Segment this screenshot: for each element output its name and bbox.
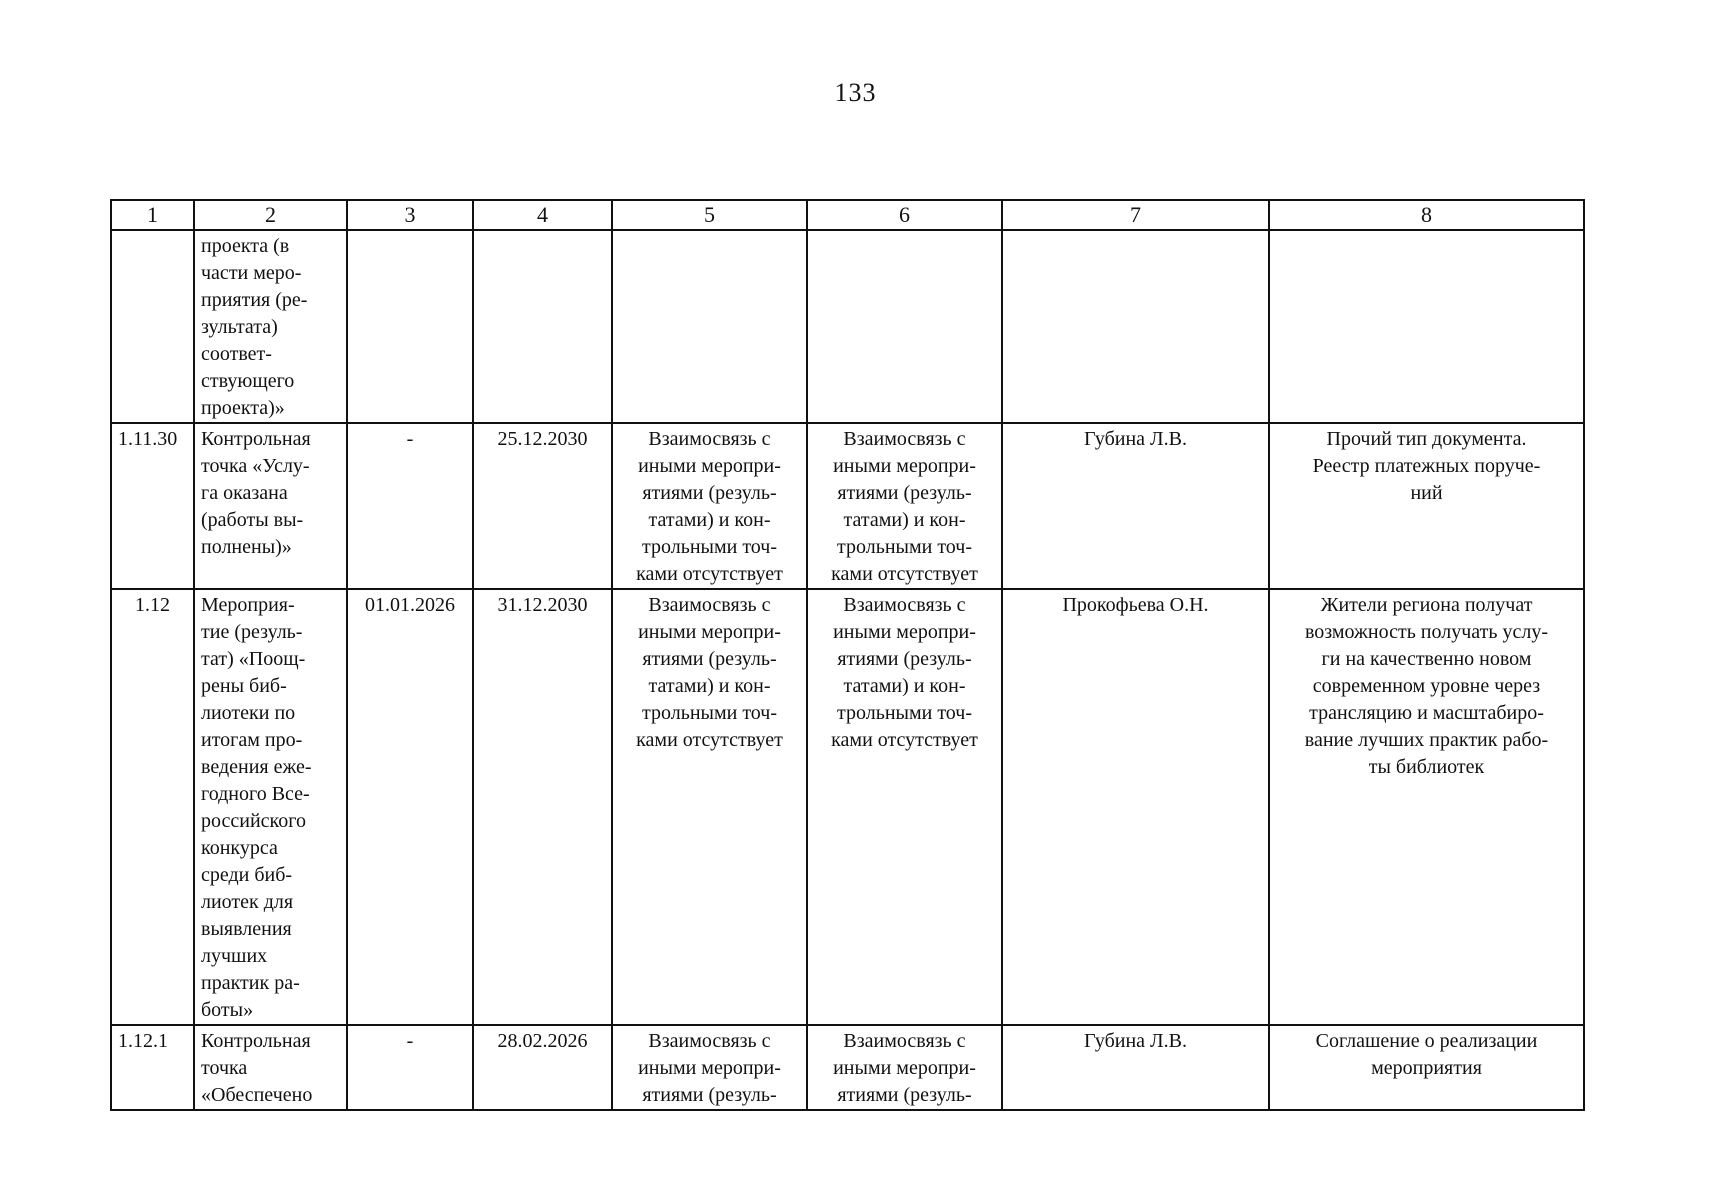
column-header-6: 6 [807,200,1002,230]
result-description-cell [1269,589,1584,1025]
cell-text-line: ги на качественно новом [1321,648,1532,670]
cell-text-line: трансляцию и масштабиро- [1309,702,1544,724]
start-date-cell: - [347,1025,473,1110]
responsible-cell: Губина Л.В. [1002,423,1269,589]
cell-text-line: иными меропри- [638,621,781,643]
cell-text-line: иными меропри- [638,1057,781,1079]
predecessor-relation-cell [612,589,807,1025]
cell-text-line: точка [201,1057,248,1079]
cell-text-line: боты» [201,999,254,1021]
column-header-2: 2 [194,200,347,230]
result-description-cell [1269,1025,1584,1110]
cell-text-line: российского [201,810,306,832]
end-date-cell: 31.12.2030 [473,589,612,1025]
cell-text-line: иными меропри- [638,455,781,477]
cell-text-line: ятиями (резуль- [837,648,972,670]
cell-text-line: зультата) [201,316,278,338]
predecessor-relation-cell [612,1025,807,1110]
successor-relation-cell [807,589,1002,1025]
responsible-cell: Прокофьева О.Н. [1002,589,1269,1025]
cell-text-line: ками отсутствует [831,729,978,751]
cell-text-line: точка «Услу- [201,455,310,477]
name-cell [194,589,347,1025]
cell-text-line: соответ- [201,343,272,365]
cell-text-line: выявления [201,918,292,940]
cell-text-line: татами) и кон- [648,509,771,531]
cell-text-line: ты библиотек [1368,756,1485,778]
result-description-cell [1269,423,1584,589]
cell-text-line: Реестр платежных поруче- [1312,455,1541,477]
cell-text-line: приятия (ре- [201,289,308,311]
cell-text-line: Контрольная [201,1030,311,1052]
page-number: 133 [834,78,877,107]
column-header-8: 8 [1269,200,1584,230]
result-description-cell [1269,230,1584,423]
cell-text-line: Взаимосвязь с [843,1030,966,1052]
table-row [111,423,1584,589]
cell-text-line: Соглашение о реализации [1315,1030,1538,1052]
cell-text-line: трольными точ- [837,702,972,724]
cell-text-line: возможность получать услу- [1304,621,1549,643]
cell-text-line: ятиями (резуль- [642,648,777,670]
cell-text-line: вание лучших практик рабо- [1304,729,1549,751]
row-number-cell [111,230,194,423]
cell-text-line: трольными точ- [642,702,777,724]
cell-text-line: ний [1410,482,1443,504]
cell-text-line: иными меропри- [833,1057,976,1079]
row-number-cell: 1.12 [111,589,194,1025]
name-cell [194,1025,347,1110]
cell-text-line: татами) и кон- [843,675,966,697]
start-date-cell: 01.01.2026 [347,589,473,1025]
cell-text-line: конкурса [201,837,278,859]
cell-text-line: Прочий тип документа. [1326,428,1527,450]
cell-text-line: ятиями (резуль- [642,1084,777,1106]
predecessor-relation-cell [612,423,807,589]
cell-text-line: практик ра- [201,972,300,994]
cell-text-line: тие (резуль- [201,621,303,643]
cell-text-line: проекта)» [201,397,285,419]
cell-text-line: ведения еже- [201,756,312,778]
cell-text-line: Контрольная [201,428,311,450]
cell-text-line: Жители региона получат [1320,594,1533,616]
cell-text-line: га оказана [201,482,288,504]
cell-text-line: Взаимосвязь с [843,428,966,450]
cell-text-line: трольными точ- [837,536,972,558]
successor-relation-cell [807,423,1002,589]
cell-text-line: Взаимосвязь с [843,594,966,616]
cell-text-line: мероприятия [1371,1057,1482,1079]
cell-text-line: лиотек для [201,891,294,913]
activities-table [110,199,1585,1111]
cell-text-line: рены биб- [201,675,287,697]
cell-text-line: части меро- [201,262,302,284]
successor-relation-cell [807,1025,1002,1110]
cell-text-line: ками отсутствует [636,729,783,751]
cell-text-line: Мероприя- [201,594,295,616]
end-date-cell: 28.02.2026 [473,1025,612,1110]
table-row [111,589,1584,1025]
column-header-4: 4 [473,200,612,230]
cell-text-line: современном уровне через [1312,675,1541,697]
cell-text-line: ятиями (резуль- [642,482,777,504]
cell-text-line: ятиями (резуль- [837,482,972,504]
name-cell [194,423,347,589]
column-header-3: 3 [347,200,473,230]
predecessor-relation-cell [612,230,807,423]
cell-text-line: итогам про- [201,729,303,751]
row-number-cell: 1.12.1 [111,1025,194,1110]
cell-text-line: проекта (в [201,235,290,257]
cell-text-line: (работы вы- [201,509,304,531]
responsible-cell [1002,230,1269,423]
cell-text-line: Взаимосвязь с [648,1030,771,1052]
cell-text-line: среди биб- [201,864,293,886]
cell-text-line: Взаимосвязь с [648,428,771,450]
cell-text-line: лучших [201,945,268,967]
table-row [111,230,1584,423]
cell-text-line: ками отсутствует [831,563,978,585]
cell-text-line: иными меропри- [833,455,976,477]
cell-text-line: ствующего [201,370,295,392]
responsible-cell: Губина Л.В. [1002,1025,1269,1110]
row-number-cell: 1.11.30 [111,423,194,589]
cell-text-line: иными меропри- [833,621,976,643]
cell-text-line: Взаимосвязь с [648,594,771,616]
cell-text-line: лиотеки по [201,702,296,724]
column-header-5: 5 [612,200,807,230]
table-header-row [111,200,1584,230]
cell-text-line: татами) и кон- [648,675,771,697]
cell-text-line: полнены)» [201,536,292,558]
cell-text-line: тат) «Поощ- [201,648,306,670]
cell-text-line: «Обеспечено [201,1084,313,1106]
start-date-cell [347,230,473,423]
successor-relation-cell [807,230,1002,423]
start-date-cell: - [347,423,473,589]
cell-text-line: трольными точ- [642,536,777,558]
name-cell [194,230,347,423]
end-date-cell [473,230,612,423]
cell-text-line: ками отсутствует [636,563,783,585]
column-header-1: 1 [111,200,194,230]
cell-text-line: татами) и кон- [843,509,966,531]
end-date-cell: 25.12.2030 [473,423,612,589]
table-row [111,1025,1584,1110]
cell-text-line: годного Все- [201,783,310,805]
column-header-7: 7 [1002,200,1269,230]
cell-text-line: ятиями (резуль- [837,1084,972,1106]
